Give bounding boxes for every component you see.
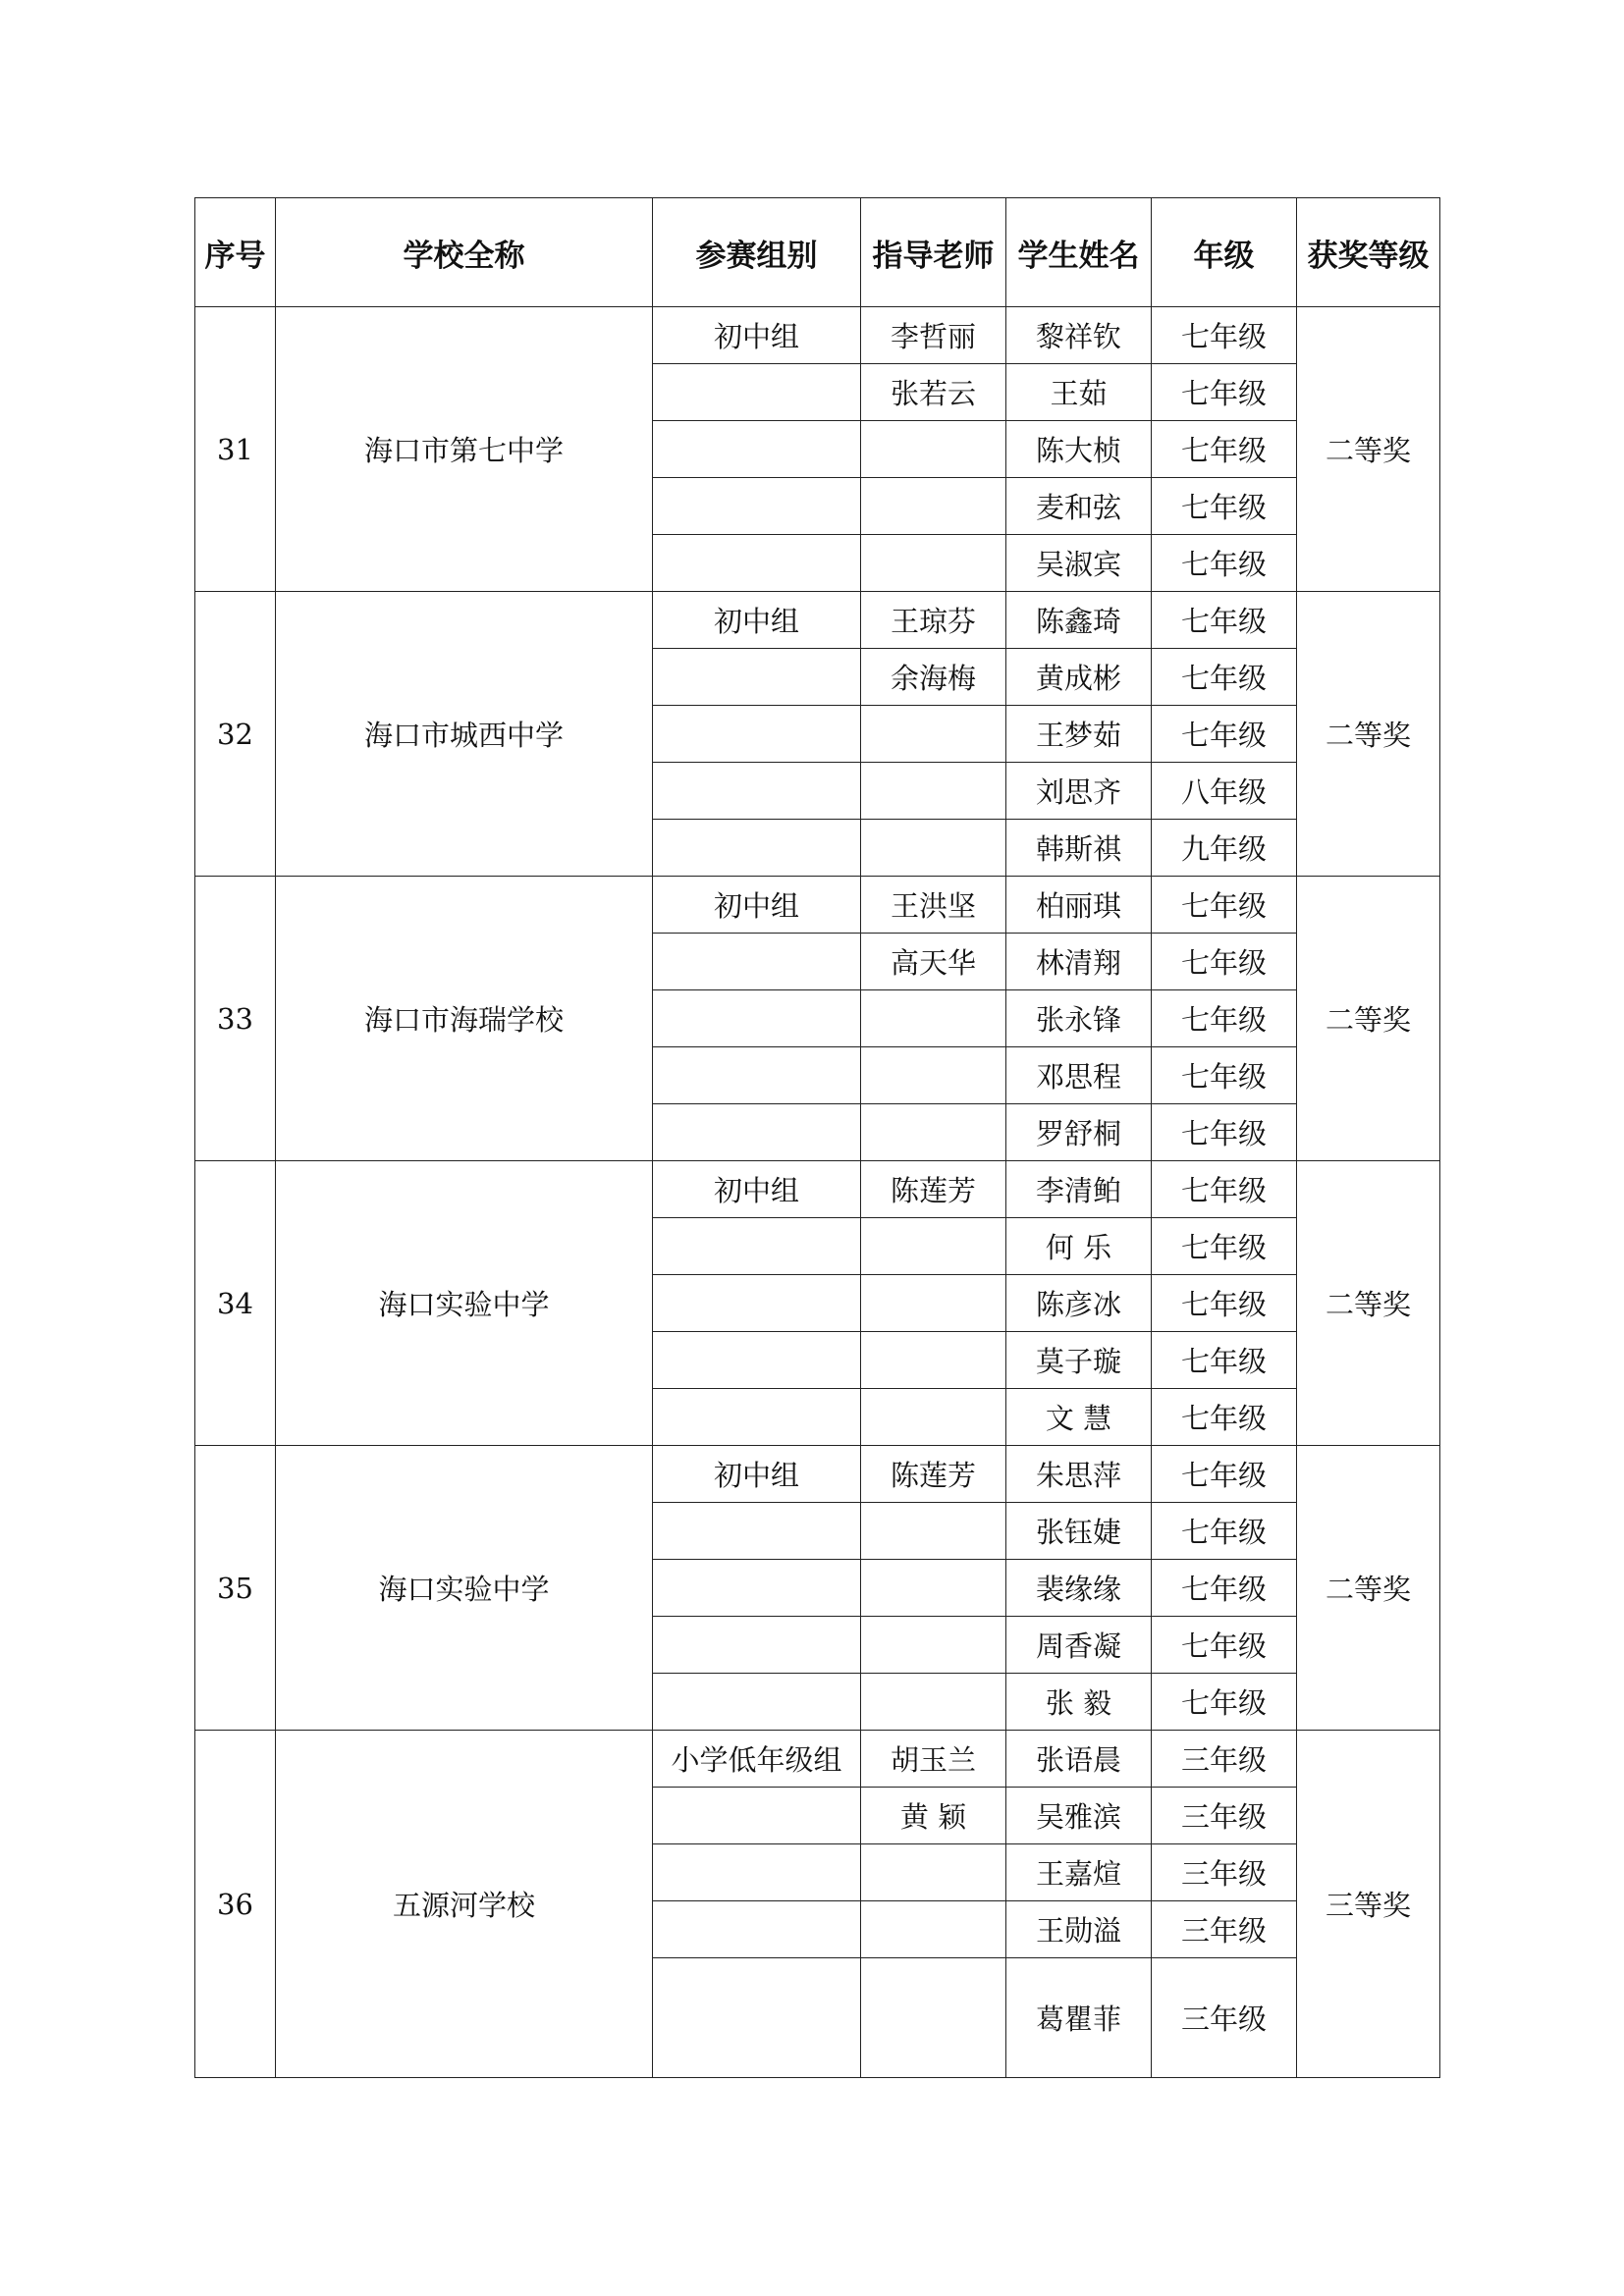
advisor-cell [861, 478, 1006, 535]
student-name-cell: 王勋溢 [1006, 1901, 1152, 1958]
advisor-cell [861, 535, 1006, 592]
advisor-cell: 李哲丽 [861, 307, 1006, 364]
grade-cell: 七年级 [1152, 478, 1297, 535]
group-cell [653, 1958, 861, 2078]
advisor-cell [861, 820, 1006, 877]
table-row [195, 877, 1440, 934]
grade-cell: 三年级 [1152, 1731, 1297, 1788]
grade-cell: 七年级 [1152, 535, 1297, 592]
group-cell [653, 1047, 861, 1104]
school-name-cell: 五源河学校 [276, 1731, 653, 2078]
award-level-cell: 二等奖 [1297, 877, 1440, 1161]
group-cell [653, 535, 861, 592]
group-cell [653, 1844, 861, 1901]
group-cell [653, 1788, 861, 1844]
advisor-cell [861, 1901, 1006, 1958]
advisor-cell: 黄 颖 [861, 1788, 1006, 1844]
student-name-cell: 黎祥钦 [1006, 307, 1152, 364]
student-name-cell: 吴淑宾 [1006, 535, 1152, 592]
grade-cell: 八年级 [1152, 763, 1297, 820]
advisor-cell: 余海梅 [861, 649, 1006, 706]
serial-number-cell: 32 [195, 592, 276, 877]
grade-cell: 三年级 [1152, 1788, 1297, 1844]
group-cell: 小学低年级组 [653, 1731, 861, 1788]
table-row [195, 1731, 1440, 1788]
award-table [194, 197, 1440, 2078]
advisor-cell [861, 421, 1006, 478]
student-name-cell: 王梦茹 [1006, 706, 1152, 763]
student-name-cell: 莫子璇 [1006, 1332, 1152, 1389]
grade-cell: 七年级 [1152, 1446, 1297, 1503]
student-name-cell: 吴雅滨 [1006, 1788, 1152, 1844]
grade-cell: 七年级 [1152, 1104, 1297, 1161]
header-school-name: 学校全称 [276, 198, 653, 307]
header-student-name: 学生姓名 [1006, 198, 1152, 307]
advisor-cell [861, 763, 1006, 820]
advisor-cell [861, 706, 1006, 763]
student-name-cell: 王嘉煊 [1006, 1844, 1152, 1901]
advisor-cell [861, 1844, 1006, 1901]
advisor-cell [861, 1389, 1006, 1446]
group-cell [653, 990, 861, 1047]
grade-cell: 七年级 [1152, 649, 1297, 706]
advisor-cell: 张若云 [861, 364, 1006, 421]
group-cell [653, 649, 861, 706]
grade-cell: 七年级 [1152, 592, 1297, 649]
award-level-cell: 三等奖 [1297, 1731, 1440, 2078]
grade-cell: 七年级 [1152, 1047, 1297, 1104]
group-cell [653, 1218, 861, 1275]
group-cell [653, 820, 861, 877]
advisor-cell [861, 1503, 1006, 1560]
school-name-cell: 海口市城西中学 [276, 592, 653, 877]
advisor-cell [861, 1275, 1006, 1332]
award-level-cell: 二等奖 [1297, 1161, 1440, 1446]
header-grade: 年级 [1152, 198, 1297, 307]
student-name-cell: 邓思程 [1006, 1047, 1152, 1104]
advisor-cell: 胡玉兰 [861, 1731, 1006, 1788]
serial-number-cell: 36 [195, 1731, 276, 2078]
student-name-cell: 张 毅 [1006, 1674, 1152, 1731]
group-cell [653, 1674, 861, 1731]
advisor-cell [861, 1218, 1006, 1275]
grade-cell: 七年级 [1152, 1503, 1297, 1560]
award-level-cell: 二等奖 [1297, 592, 1440, 877]
table-row [195, 1161, 1440, 1218]
student-name-cell: 张语晨 [1006, 1731, 1152, 1788]
school-name-cell: 海口实验中学 [276, 1161, 653, 1446]
group-cell: 初中组 [653, 877, 861, 934]
group-cell [653, 934, 861, 990]
student-name-cell: 何 乐 [1006, 1218, 1152, 1275]
student-name-cell: 罗舒桐 [1006, 1104, 1152, 1161]
header-advisor: 指导老师 [861, 198, 1006, 307]
student-name-cell: 陈大桢 [1006, 421, 1152, 478]
advisor-cell: 王琼芬 [861, 592, 1006, 649]
group-cell [653, 1389, 861, 1446]
serial-number-cell: 33 [195, 877, 276, 1161]
student-name-cell: 陈鑫琦 [1006, 592, 1152, 649]
student-name-cell: 李清鲌 [1006, 1161, 1152, 1218]
advisor-cell: 陈莲芳 [861, 1446, 1006, 1503]
grade-cell: 七年级 [1152, 877, 1297, 934]
student-name-cell: 林清翔 [1006, 934, 1152, 990]
group-cell [653, 364, 861, 421]
advisor-cell [861, 1104, 1006, 1161]
group-cell: 初中组 [653, 307, 861, 364]
grade-cell: 七年级 [1152, 934, 1297, 990]
grade-cell: 七年级 [1152, 1161, 1297, 1218]
grade-cell: 七年级 [1152, 1275, 1297, 1332]
student-name-cell: 裴缘缘 [1006, 1560, 1152, 1617]
grade-cell: 七年级 [1152, 364, 1297, 421]
advisor-cell [861, 1617, 1006, 1674]
grade-cell: 七年级 [1152, 421, 1297, 478]
grade-cell: 七年级 [1152, 1218, 1297, 1275]
student-name-cell: 柏丽琪 [1006, 877, 1152, 934]
student-name-cell: 韩斯祺 [1006, 820, 1152, 877]
award-level-cell: 二等奖 [1297, 1446, 1440, 1731]
advisor-cell: 高天华 [861, 934, 1006, 990]
grade-cell: 七年级 [1152, 706, 1297, 763]
group-cell [653, 1104, 861, 1161]
student-name-cell: 黄成彬 [1006, 649, 1152, 706]
student-name-cell: 周香凝 [1006, 1617, 1152, 1674]
header-competition-group: 参赛组别 [653, 198, 861, 307]
student-name-cell: 麦和弦 [1006, 478, 1152, 535]
group-cell [653, 1901, 861, 1958]
advisor-cell [861, 1958, 1006, 2078]
header-row [195, 198, 1440, 307]
school-name-cell: 海口实验中学 [276, 1446, 653, 1731]
student-name-cell: 葛瞿菲 [1006, 1958, 1152, 2078]
student-name-cell: 刘思齐 [1006, 763, 1152, 820]
serial-number-cell: 35 [195, 1446, 276, 1731]
group-cell: 初中组 [653, 1446, 861, 1503]
grade-cell: 七年级 [1152, 1617, 1297, 1674]
table-row [195, 307, 1440, 364]
student-name-cell: 朱思萍 [1006, 1446, 1152, 1503]
header-award-level: 获奖等级 [1297, 198, 1440, 307]
group-cell: 初中组 [653, 592, 861, 649]
group-cell [653, 763, 861, 820]
advisor-cell: 王洪坚 [861, 877, 1006, 934]
group-cell: 初中组 [653, 1161, 861, 1218]
grade-cell: 七年级 [1152, 307, 1297, 364]
advisor-cell: 陈莲芳 [861, 1161, 1006, 1218]
grade-cell: 七年级 [1152, 1332, 1297, 1389]
group-cell [653, 1503, 861, 1560]
grade-cell: 七年级 [1152, 1674, 1297, 1731]
group-cell [653, 478, 861, 535]
award-level-cell: 二等奖 [1297, 307, 1440, 592]
student-name-cell: 文 慧 [1006, 1389, 1152, 1446]
group-cell [653, 421, 861, 478]
header-serial-number: 序号 [195, 198, 276, 307]
grade-cell: 九年级 [1152, 820, 1297, 877]
student-name-cell: 陈彦冰 [1006, 1275, 1152, 1332]
serial-number-cell: 34 [195, 1161, 276, 1446]
grade-cell: 三年级 [1152, 1958, 1297, 2078]
school-name-cell: 海口市第七中学 [276, 307, 653, 592]
advisor-cell [861, 1047, 1006, 1104]
advisor-cell [861, 1560, 1006, 1617]
grade-cell: 七年级 [1152, 1389, 1297, 1446]
serial-number-cell: 31 [195, 307, 276, 592]
table-row [195, 592, 1440, 649]
group-cell [653, 1617, 861, 1674]
group-cell [653, 1275, 861, 1332]
grade-cell: 三年级 [1152, 1901, 1297, 1958]
advisor-cell [861, 1674, 1006, 1731]
group-cell [653, 706, 861, 763]
student-name-cell: 张钰婕 [1006, 1503, 1152, 1560]
student-name-cell: 王茹 [1006, 364, 1152, 421]
grade-cell: 三年级 [1152, 1844, 1297, 1901]
group-cell [653, 1332, 861, 1389]
advisor-cell [861, 1332, 1006, 1389]
grade-cell: 七年级 [1152, 990, 1297, 1047]
grade-cell: 七年级 [1152, 1560, 1297, 1617]
table-row [195, 1446, 1440, 1503]
student-name-cell: 张永锋 [1006, 990, 1152, 1047]
advisor-cell [861, 990, 1006, 1047]
group-cell [653, 1560, 861, 1617]
school-name-cell: 海口市海瑞学校 [276, 877, 653, 1161]
